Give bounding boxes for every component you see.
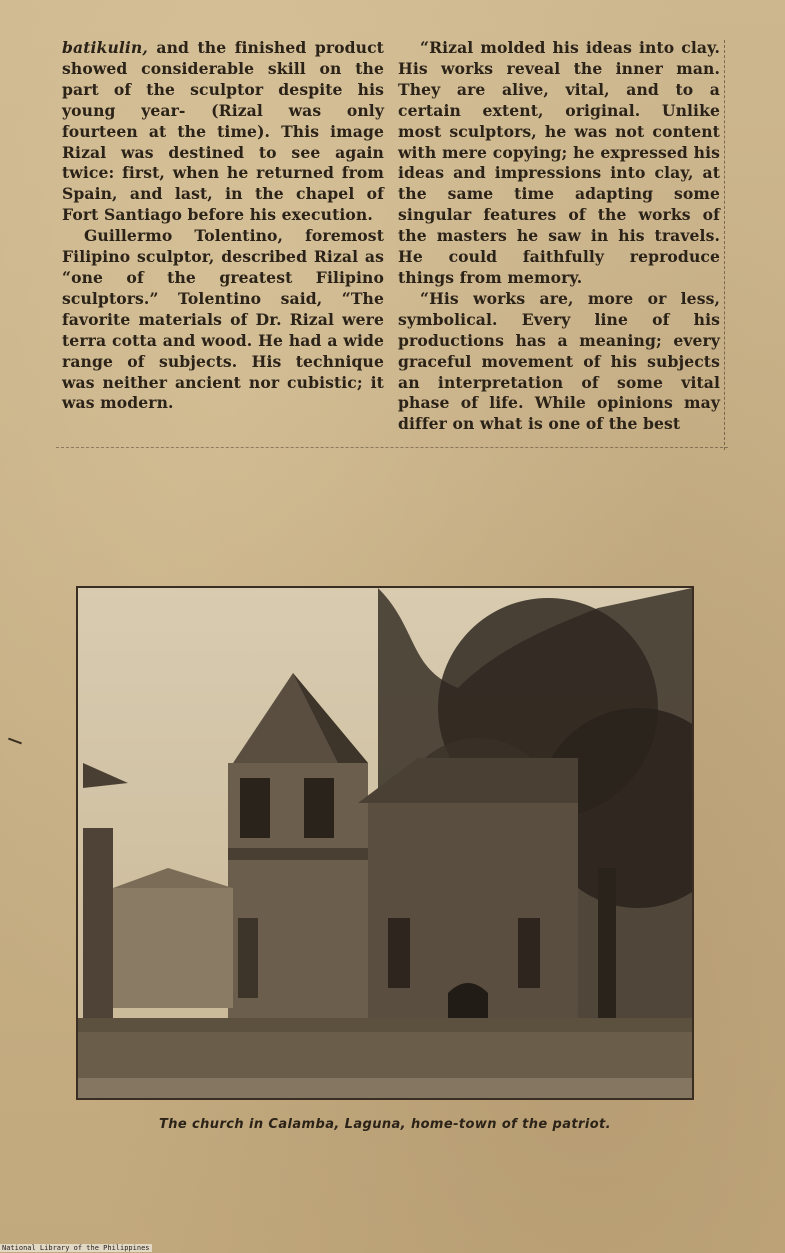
belfry-opening-1 — [240, 778, 270, 838]
tree-trunk — [598, 868, 616, 1038]
nave-window-1 — [388, 918, 410, 988]
belfry-opening-2 — [304, 778, 334, 838]
church-photo — [76, 586, 694, 1100]
left-paragraph-1-text: and the finished product showed considerable skill on the part of the sculptor despite his young year- (Rizal was only fourteen at the time). This image Rizal was destined to see again twice: first, when he returned from Spain, and last, in the chapel of Fort Santiago before his execution. — [62, 38, 384, 225]
margin-mark — [8, 738, 22, 745]
foreground-path — [78, 1078, 692, 1098]
tower-cornice — [228, 848, 368, 860]
article-left-column — [62, 38, 384, 414]
left-paragraph-2: Guillermo Tolentino, foremost Filipino sculptor, described Rizal as “one of the greatest Filipino sculptors.” Tolentino said, “The favorite materials of Dr. Rizal were terra cotta and wood. He had a wide range of subjects. His technique was neither ancient nor cubistic; it was modern. — [62, 226, 384, 413]
left-building — [83, 828, 113, 1028]
left-paragraph-1 — [62, 38, 384, 226]
fence — [78, 1018, 692, 1032]
article-right-column — [398, 38, 720, 435]
photo-caption: The church in Calamba, Laguna, home-town of the patriot. — [158, 1117, 611, 1132]
clipping-bottom-rule — [56, 447, 728, 448]
nave-window-2 — [518, 918, 540, 988]
term-batikulin: batikulin, — [62, 38, 148, 57]
church-illustration — [78, 588, 692, 1098]
right-paragraph-2: “His works are, more or less, symbolical. Every line of his productions has a meaning; every graceful movement of his subjects an interpretation of some vital phase of life. While opinions may differ on what is one of the best — [398, 288, 720, 434]
column-edge-rule — [724, 40, 725, 450]
tower-window — [238, 918, 258, 998]
archive-stamp: National Library of the Philippines — [2, 1244, 150, 1252]
side-wall — [113, 888, 233, 1008]
right-paragraph-1: “Rizal molded his ideas into clay. His works reveal the inner man. They are alive, vital, and to a certain extent, original. Unlike most sculptors, he was not content with mere copying; he expressed his ideas and impressions into clay, at the same time adapting some singular features of the works of the masters he saw in his travels. He could faithfully reproduce things from memory. — [398, 38, 720, 287]
